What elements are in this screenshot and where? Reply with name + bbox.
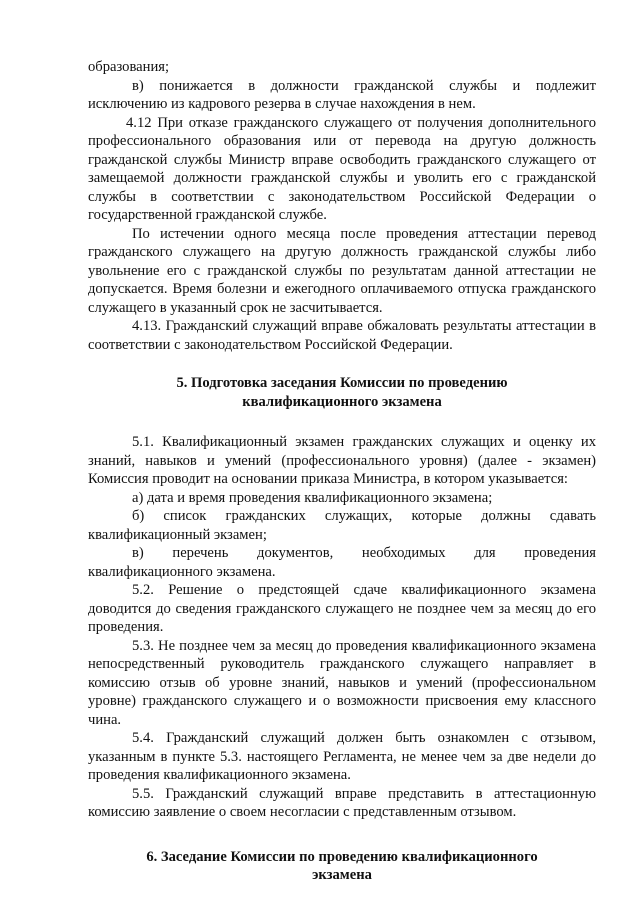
paragraph: 5.1. Квалификационный экзамен гражданских служащих и оценку их знаний, навыков и умений (профессионального уровня) (далее - экзамен) Комиссия проводит на основании приказа Министра, в котором указывается: — [88, 434, 596, 487]
document-page — [88, 58, 596, 885]
paragraph: а) дата и время проведения квалификационного экзамена; — [132, 489, 493, 506]
heading-line: экзамена — [312, 867, 372, 883]
paragraph: в) понижается в должности гражданской службы и подлежит исключению из кадрового резерва в случае нахождения в нем. — [88, 77, 596, 112]
heading-line: квалификационного экзамена — [242, 393, 442, 410]
paragraph: 4.12 При отказе гражданского служащего от получения дополнительного профессионального образования или от перевода на другую должность гражданской службы Министр вправе освободить гражданского служащего от замещаемой должности гражданской службы и уволить его с гражданской службы в соответствии с законодательством Российской Федерации о государственной гражданской службе. — [88, 114, 596, 223]
section-heading-6 — [88, 848, 596, 885]
paragraph: 5.5. Гражданский служащий вправе представить в аттестационную комиссию заявление о своем несогласии с представленным отзывом. — [88, 785, 596, 820]
paragraph: образования; — [88, 59, 170, 75]
paragraph: 4.13. Гражданский служащий вправе обжаловать результаты аттестации в соответствии с законодательством Российской Федерации. — [88, 318, 596, 353]
heading-line: 6. Заседание Комиссии по проведению квалификационного — [146, 848, 538, 865]
paragraph: 5.2. Решение о предстоящей сдаче квалификационного экзамена доводится до сведения гражданского служащего не позднее чем за месяц до его проведения. — [88, 582, 596, 635]
paragraph: По истечении одного месяца после проведения аттестации перевод гражданского служащего на другую должность гражданской службы либо увольнение его с гражданской службы по результатам данной аттестации не допускается. Время болезни и ежегодного оплачиваемого отпуска гражданского служащего в указанный срок не засчитывается. — [88, 225, 596, 316]
heading-line: 5. Подготовка заседания Комиссии по проведению — [176, 375, 508, 391]
section-heading-5 — [88, 374, 596, 411]
paragraph: б) список гражданских служащих, которые должны сдавать квалификационный экзамен; — [88, 508, 596, 543]
paragraph: 5.4. Гражданский служащий должен быть ознакомлен с отзывом, указанным в пункте 5.3. настоящего Регламента, не менее чем за две недели до проведения квалификационного экзамена. — [88, 730, 596, 783]
paragraph: в) перечень документов, необходимых для проведения квалификационного экзамена. — [88, 545, 596, 580]
paragraph: 5.3. Не позднее чем за месяц до проведения квалификационного экзамена непосредственный руководитель гражданского служащего направляет в комиссию отзыв об уровне знаний, навыков и умений (профессиональном уровне) гражданского служащего и о возможности присвоения ему классного чина. — [88, 637, 596, 728]
